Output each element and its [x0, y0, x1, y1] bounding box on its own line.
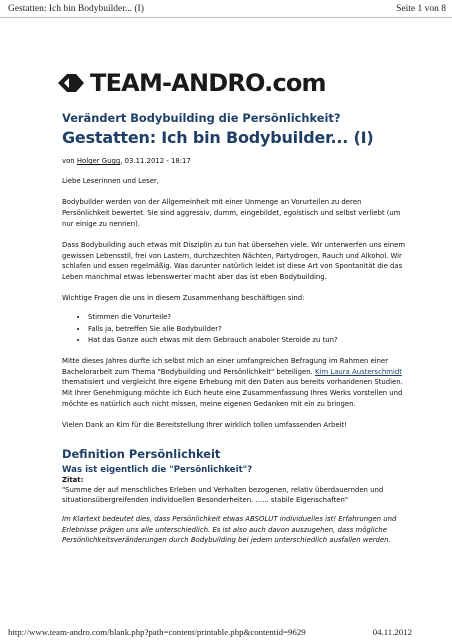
quote-label: Zitat: — [62, 475, 84, 484]
list-item: • Hat das Ganze auch etwas mit dem Gebrauch anaboler Steroide zu tun? — [88, 335, 408, 347]
paragraph-thanks: Vielen Dank an Kim für die Bereitstellung Ihrer wirklich tollen umfassenden Arbeit! — [62, 420, 347, 429]
header-divider — [0, 17, 452, 18]
subsection-heading: Was ist eigentlich die "Persönlichkeit"? — [62, 464, 253, 475]
list-item: • Falls ja, betreffen Sie alle Bodybuilder? — [88, 324, 408, 336]
paragraph-survey — [62, 356, 408, 410]
paragraph-questions-intro: Wichtige Fragen die uns in diesem Zusammenhang beschäftigen sind: — [62, 294, 305, 303]
paragraph-prejudices: Bodybuilder werden von der Allgemeinheit mit einer Unmenge an Vorurteilen zu deren Persönlichkeit bewertet. Sie sind aggressiv, dumm, eingebildet, egoistisch und selbst verliebt (um nur einige zu nennen). — [62, 198, 401, 228]
site-logo[interactable] — [58, 71, 326, 95]
greeting: Liebe Leserinnen und Leser, — [62, 177, 159, 185]
footer-url: http://www.team-andro.com/blank.php?path=content/printable.php&contentid=9629 — [8, 627, 306, 637]
questions-list — [62, 312, 408, 347]
section-heading: Definition Persönlichkeit — [62, 446, 221, 461]
closing-italic-paragraph: Im Klartext bedeutet dies, dass Persönlichkeit etwas ABSOLUT individuelles ist! Erfahrungen und Erlebnisse prägen uns alle unterschiedlich. Es ist also auch davon auszugehen, dass mögliche Persönlichkeitsveränderungen durch Bodybuilding bei jedem unterschiedlich ausfallen werden. — [62, 514, 397, 545]
footer-date: 04.11.2012 — [372, 627, 412, 637]
paragraph-discipline: Dass Bodybuilding auch etwas mit Disziplin zu tun hat übersehen viele. Wir unterwerfen uns einem gewissen Lebensstil, frei von Lastern, durchzechten Nächten, Partydrogen, Rauch und Alkohol. Wir schlafen und essen regelmäßig. Was darunter natürlich leidet ist diese Art von Spontanität die das Leben manchmal etwas lebenswerter macht aber das ist eben Bodybuilding. — [62, 240, 406, 281]
print-footer — [8, 627, 412, 637]
page-counter: Seite 1 von 8 — [396, 4, 446, 14]
byline-date: , 03.11.2012 - 18:17 — [120, 157, 191, 165]
article-kicker: Verändert Bodybuilding die Persönlichkeit? — [62, 111, 341, 125]
article-title: Gestatten: Ich bin Bodybuilder... (I) — [62, 128, 374, 147]
article-body — [62, 111, 408, 546]
author-link[interactable]: Holger Gugg — [76, 157, 121, 165]
byline — [62, 157, 408, 165]
survey-text-start: Mitte dieses Jahres durfte ich selbst mich an einer umfangreichen Befragung im Rahmen einer Bachelorarbeit zum Thema "Bodybuilding und Persönlichkeit" beteiligen. — [62, 356, 389, 376]
byline-prefix: von — [62, 157, 77, 165]
list-item: • Stimmen die Vorurteile? — [88, 312, 408, 324]
print-header — [8, 2, 446, 16]
page-title-header: Gestatten: Ich bin Bodybuilder... (I) — [8, 4, 144, 14]
quote-text: "Summe der auf menschliches Erleben und Verhalten bezogenen, relativ überdauernden und situationsübergreifenden individuellen Besonderheiten. ...... stabile Eigenschaften" — [62, 485, 384, 505]
logo-text: TEAM-ANDRO.com — [90, 69, 326, 97]
diamond-arrow-icon — [58, 72, 84, 94]
kim-laura-austerschmidt-link[interactable]: Kim Laura Austerschmidt — [315, 367, 402, 376]
survey-text-end: thematisiert und vergleicht Ihre eigene Erhebung mit den Daten aus bereits vorhandenen Studien. Mit Ihrer Genehmigung möchte ich Euch heute eine Zusammenfassung Ihres Werks vorstellen und möchte es natürlich auch nicht missen, meine eigenen Gedanken mit ein zu bringen. — [62, 378, 403, 408]
